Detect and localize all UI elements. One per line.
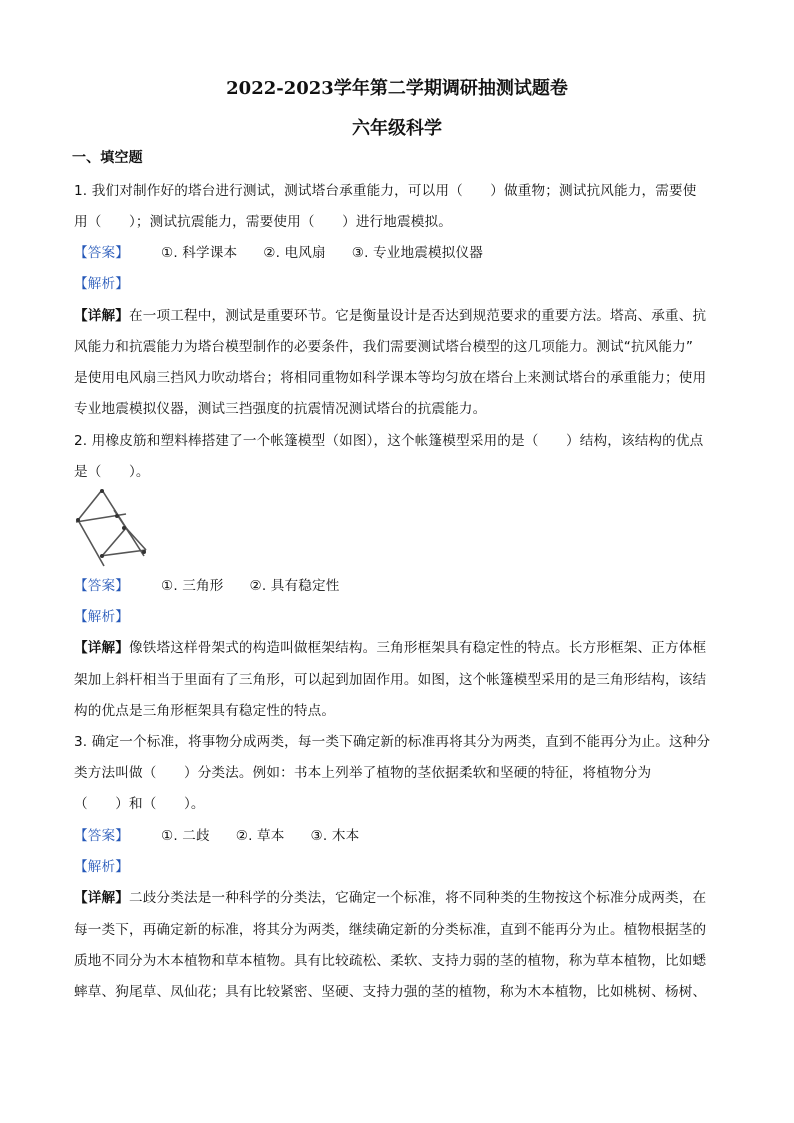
q1-answer — [74, 243, 509, 263]
q1-line-1: 1. 我们对制作好的塔台进行测试，测试塔台承重能力，可以用（ ）做重物；测试抗风能力，需要使 — [74, 183, 697, 199]
q1-detail-4: 专业地震模拟仪器，测试三挡强度的抗震情况测试塔台的抗震能力。 — [74, 401, 487, 417]
exam-title: 2022-2023学年第二学期调研抽测试题卷 — [226, 78, 568, 99]
detail-label: 【详解】 — [74, 640, 129, 656]
q1-line-2: 用（ ）；测试抗震能力，需要使用（ ）进行地震模拟。 — [74, 214, 453, 230]
q2-detail-3: 构的优点是三角形框架具有稳定性的特点。 — [74, 703, 336, 719]
q3-line-1: 3. 确定一个标准，将事物分成两类，每一类下确定新的标准再将其分为两类，直到不能再分为止。这种分 — [74, 734, 711, 750]
q1-detail-3: 是使用电风扇三挡风力吹动塔台；将相同重物如科学课本等均匀放在塔台上来测试塔台的承重能力；使用 — [74, 370, 707, 386]
q2-answer — [74, 576, 366, 596]
answer-label: 【答案】 — [74, 828, 129, 844]
q2-line-2: 是（ ）。 — [74, 464, 150, 480]
q3-detail-2: 每一类下，再确定新的标准，将其分为两类，继续确定新的分类标准，直到不能再分为止。植物根据茎的 — [74, 922, 707, 938]
q3-detail-4: 蟀草、狗尾草、凤仙花；具有比较紧密、坚硬、支持力强的茎的植物，称为木本植物，比如桃树、杨树、 — [74, 984, 707, 1000]
q3-answer — [74, 826, 385, 846]
answer-item: ③. 专业地震模拟仪器 — [351, 245, 483, 261]
detail-text: 像铁塔这样骨架式的构造叫做框架结构。三角形框架具有稳定性的特点。长方形框架、正方体框 — [128, 640, 707, 656]
answer-item: ②. 草本 — [235, 828, 285, 844]
exam-subtitle: 六年级科学 — [352, 118, 442, 139]
q3-detail-3: 质地不同分为木本植物和草本植物。具有比较疏松、柔软、支持力弱的茎的植物，称为草本植物，比如蟋 — [74, 953, 707, 969]
q2-detail-1 — [74, 638, 706, 658]
q2-detail-2: 架加上斜杆相当于里面有了三角形，可以起到加固作用。如图，这个帐篷模型采用的是三角形结构，该结 — [74, 672, 707, 688]
tent-model-figure — [74, 488, 166, 568]
q1-detail-2: 风能力和抗震能力为塔台模型制作的必要条件，我们需要测试塔台模型的这几项能力。测试“抗风能力” — [74, 339, 694, 355]
answer-label: 【答案】 — [74, 578, 129, 594]
detail-label: 【详解】 — [74, 890, 129, 906]
answer-item: ①. 二歧 — [160, 828, 210, 844]
detail-text: 二歧分类法是一种科学的分类法，它确定一个标准，将不同种类的生物按这个标准分成两类，在 — [128, 890, 707, 906]
section-heading: 一、填空题 — [72, 150, 143, 166]
analysis-label: 【解析】 — [74, 609, 129, 625]
analysis-label: 【解析】 — [74, 859, 129, 875]
analysis-label: 【解析】 — [74, 276, 129, 292]
answer-label: 【答案】 — [74, 245, 129, 261]
answer-item: ③. 木本 — [310, 828, 360, 844]
q2-line-1: 2. 用橡皮筋和塑料棒搭建了一个帐篷模型（如图），这个帐篷模型采用的是（ ）结构，该结构的优点 — [74, 433, 704, 449]
q3-line-3: （ ）和（ ）。 — [74, 796, 205, 812]
answer-item: ②. 具有稳定性 — [249, 578, 340, 594]
q3-line-2: 类方法叫做（ ）分类法。例如：书本上列举了植物的茎依据柔软和坚硬的特征，将植物分为 — [74, 765, 652, 781]
detail-label: 【详解】 — [74, 308, 129, 324]
q1-detail-1 — [74, 306, 706, 326]
answer-item: ②. 电风扇 — [263, 245, 326, 261]
answer-item: ①. 三角形 — [160, 578, 224, 594]
detail-text: 在一项工程中，测试是重要环节。它是衡量设计是否达到规范要求的重要方法。塔高、承重、抗 — [128, 308, 707, 324]
q3-detail-1 — [74, 888, 706, 908]
answer-item: ①. 科学课本 — [160, 245, 238, 261]
